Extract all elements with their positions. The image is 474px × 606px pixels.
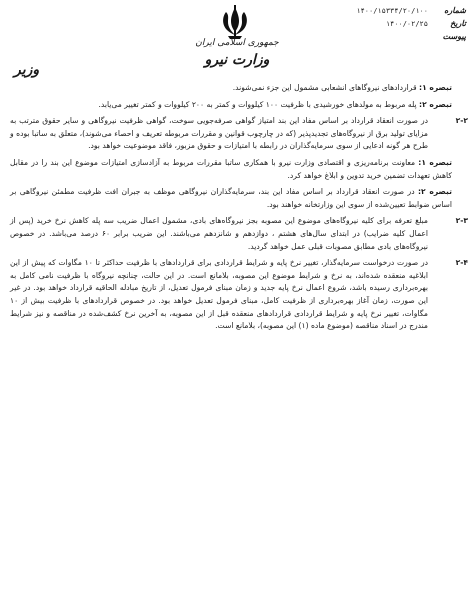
paragraph-text: قراردادهای نیروگاهای انشعابی مشمول این جزء نمی‌شوند. <box>232 83 420 92</box>
letter-meta <box>356 4 466 43</box>
ministry-name: وزارت نیرو <box>204 52 270 68</box>
date-row <box>356 17 466 30</box>
note-paragraph <box>10 157 456 182</box>
paragraph-text: در صورت انعقاد قرارداد بر اساس مفاد این بند، سرمایه‌گذاران نیروگاهی موظف به جبران افت ظرفیت مطمئن نیروگاهی بر اساس ضوابط تعیین‌شده از سوی این وزارتخانه خواهند بود. <box>10 187 452 209</box>
clause-paragraph <box>10 115 468 153</box>
paragraph-text: در صورت درخواست سرمایه‌گذار، تغییر نرخ پایه و شرایط قراردادی برای قراردادهای با ظرفیت حداکثر تا ۱۰ مگاوات که پیش از این ابلاغیه منعقده شده‌اند، به نرخ و شرایط موضوع این مصوبه، بلامانع است. در این حالت، چنانچه نیروگاه با ظرفیت نامی کامل به بهره‌برداری رسیده باشد، شروع اعمال نرخ پایه جدید و زمان مبنای فرمول تعدیل، از تاریخ مبادله الحاقیه قرارداد خواهد بود. در غیر این صورت، زمان آغاز بهره‌برداری از ظرفیت کامل، مبنای فرمول تعدیل خواهد بود. در خصوص قراردادهای با ظرفیت بیش از ۱۰ مگاوات، تغییر نرخ پایه و شرایط قراردادی قراردادهای منعقده قبل از این مصوبه، به آخرین نرخ کشف‌شده در مناقصه و نیز شرایط مندرج در اسناد مناقصه (موضوع ماده (۱) این مصوبه)، بلامانع است. <box>10 258 428 331</box>
note-lead: تبصره ۲: <box>418 187 452 197</box>
paragraph-text: مبلغ تعرفه برای کلیه نیروگاه‌های موضوع این مصوبه بجز نیروگاه‌های بادی، مشمول اعمال ضریب سه پله کاهش نرخ خرید (پس از اعمال کلیه ضرایب) در ابتدای سال‌های هشتم ، دوازدهم و شانزدهم می‌باشند. این ضریب برابر ۶۰ درصد می‌باشد. در خصوص نیروگاه‌های بادی مطابق مصوبات قبلی عمل خواهد گردید. <box>10 216 428 251</box>
note-lead: تبصره ۲: <box>419 99 452 109</box>
clause-number: ۲-۴ <box>455 258 468 268</box>
note-paragraph <box>10 186 456 211</box>
emblem-icon <box>212 4 258 40</box>
number-label: شماره <box>444 5 466 15</box>
clause-number: ۲-۳ <box>455 216 468 226</box>
letter-body <box>10 82 468 337</box>
clause-number: ۲-۲ <box>455 116 468 126</box>
note-paragraph <box>10 82 456 95</box>
date-value: ۱۴۰۰/۰۲/۲۵ <box>385 20 428 28</box>
attachment-row <box>356 30 466 43</box>
paragraph-text: در صورت انعقاد قرارداد بر اساس مفاد این بند امتیاز گواهی صرفه‌جویی سوخت، گواهی ظرفیت نیروگاهی و سایر حقوق مترتب به مزایای تولید برق از نیروگاه‌های تجدیدپذیر (که در چارچوب قوانین و مقررات مربوطه تعریف و احصاء می‌شوند)، متعلق به ساتبا بوده و طرح هر گونه ادعایی از سوی سرمایه‌گذاران در رابطه با امتیازات و حقوق مزبور، فاقد موضوعیت خواهد بود. <box>10 116 428 151</box>
paragraph-text: معاونت برنامه‌ریزی و اقتصادی وزارت نیرو با همکاری ساتبا مقررات مربوط به آزادسازی امتیازات موضوع این بند را در مقابل کاهش تعهدات تضمین خرید تدوین و ابلاغ خواهد کرد. <box>10 157 452 180</box>
clause-paragraph <box>10 257 468 333</box>
attachment-label: پیوست <box>442 31 466 41</box>
number-value: ۱۴۰۰/۱۵۳۳۴/۲۰/۱۰۰ <box>356 7 428 15</box>
paragraph-text: پله مربوط به مولدهای خورشیدی با ظرفیت ۱۰۰ کیلووات و کمتر به ۲۰۰ کیلووات و کمتر تغییر می‌یابد. <box>98 99 420 109</box>
note-lead: تبصره ۱: <box>419 83 452 92</box>
number-row <box>356 4 466 17</box>
ministry-country-label: جمهوری اسلامی ایران <box>195 38 279 48</box>
letter-title: وزیر <box>14 62 40 78</box>
note-paragraph <box>10 99 456 112</box>
date-label: تاریخ <box>450 18 466 28</box>
note-lead: تبصره ۱: <box>418 157 452 167</box>
clause-paragraph <box>10 215 468 253</box>
